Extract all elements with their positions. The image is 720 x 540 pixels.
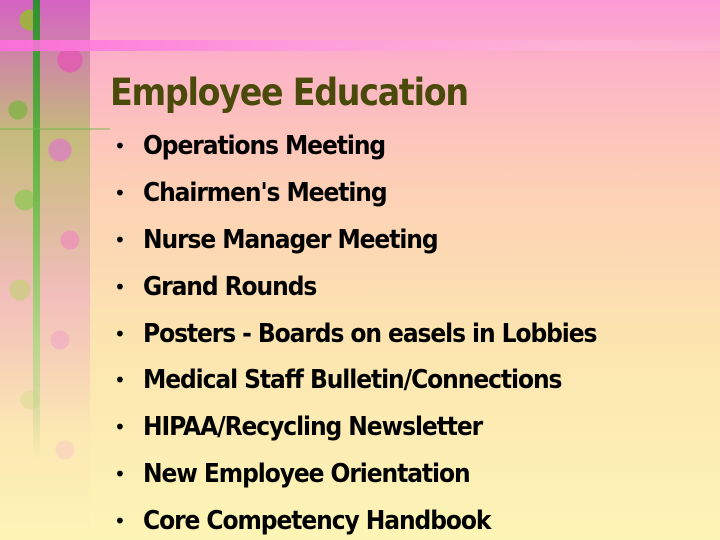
bullet-text: Operations Meeting xyxy=(143,131,386,162)
decorative-floral-strip xyxy=(0,0,90,540)
bullet-text: Medical Staff Bulletin/Connections xyxy=(143,365,562,396)
bullet-text: Core Competency Handbook xyxy=(143,505,491,536)
bullet-list xyxy=(110,123,647,540)
slide-title: Employee Education xyxy=(110,71,468,114)
bullet-icon: • xyxy=(114,227,126,252)
decorative-thin-line xyxy=(0,128,110,130)
bullet-item-core-competency-handbook xyxy=(110,497,647,540)
bullet-text: Nurse Manager Meeting xyxy=(143,224,438,255)
bullet-item-posters xyxy=(110,310,647,357)
bullet-icon: • xyxy=(114,134,126,159)
bullet-item-chairmens-meeting xyxy=(110,170,647,217)
bullet-icon: • xyxy=(114,368,126,393)
bullet-text: HIPAA/Recycling Newsletter xyxy=(143,412,483,443)
decorative-vertical-line xyxy=(33,0,40,460)
bullet-icon: • xyxy=(114,321,126,346)
bullet-item-grand-rounds xyxy=(110,263,647,310)
bullet-item-hipaa-newsletter xyxy=(110,404,647,451)
bullet-icon: • xyxy=(114,274,126,299)
decorative-horizontal-band xyxy=(0,40,720,51)
bullet-icon: • xyxy=(114,508,126,533)
bullet-icon: • xyxy=(114,181,126,206)
bullet-item-medical-staff-bulletin xyxy=(110,357,647,404)
bullet-icon: • xyxy=(114,415,126,440)
bullet-item-nurse-manager-meeting xyxy=(110,217,647,264)
bullet-item-operations-meeting xyxy=(110,123,647,170)
bullet-icon: • xyxy=(114,461,126,486)
bullet-text: Chairmen's Meeting xyxy=(143,178,387,209)
bullet-text: New Employee Orientation xyxy=(143,458,470,489)
bullet-item-new-employee-orientation xyxy=(110,451,647,498)
bullet-text: Grand Rounds xyxy=(143,271,317,302)
bullet-text: Posters - Boards on easels in Lobbies xyxy=(143,318,597,349)
